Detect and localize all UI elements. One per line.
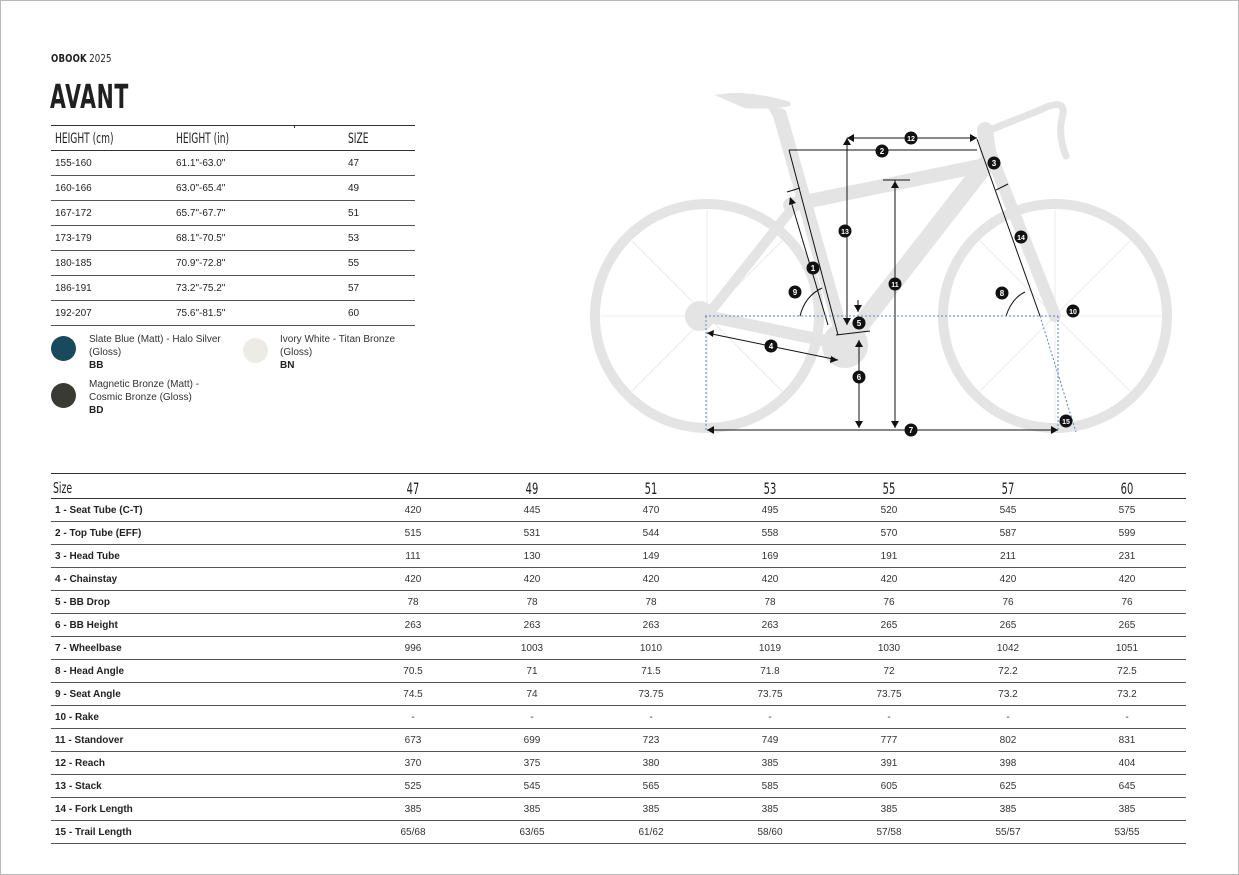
size-cell: 57: [348, 283, 360, 294]
size-column-header: 53: [763, 479, 777, 498]
size-table-row: [51, 251, 415, 276]
geometry-value: -: [530, 712, 534, 723]
geometry-value: 76: [1121, 597, 1133, 608]
geometry-value: 211: [1000, 551, 1016, 562]
geometry-value: 169: [761, 551, 779, 562]
geometry-value: 74.5: [403, 689, 423, 700]
size-column-header: 49: [525, 479, 539, 498]
geometry-row: [51, 591, 1186, 614]
geometry-value: 470: [642, 505, 660, 516]
size-table-row: [51, 176, 415, 201]
size-column-header: 60: [1120, 479, 1134, 498]
color-name: Ivory White - Titan Bronze: [280, 334, 396, 345]
brand-name: OBOOK: [51, 52, 87, 65]
geometry-value: 599: [1118, 528, 1136, 539]
geometry-row-label: 8 - Head Angle: [55, 666, 125, 677]
height-in-cell: 63.0"-65.4": [176, 183, 226, 194]
geometry-value: -: [649, 712, 653, 723]
geometry-value: 58/60: [757, 827, 783, 838]
height-cm-cell: 160-166: [55, 183, 92, 194]
geometry-value: 61/62: [638, 827, 664, 838]
size-table-row: [51, 151, 415, 176]
geometry-value: 74: [526, 689, 538, 700]
color-code: BB: [89, 360, 104, 371]
marker-number: 10: [1069, 309, 1077, 316]
size-table-row: [51, 226, 415, 251]
geometry-value: 265: [1118, 620, 1136, 631]
geometry-value: 545: [999, 505, 1017, 516]
marker-number: 11: [891, 282, 899, 289]
geometry-value: 385: [642, 804, 660, 815]
marker-7: [905, 424, 918, 437]
geometry-value: 575: [1118, 505, 1136, 516]
geometry-value: 265: [880, 620, 898, 631]
geometry-value: 263: [523, 620, 541, 631]
geometry-row: [51, 522, 1186, 545]
color-swatch: [51, 336, 76, 361]
geometry-value: 71: [526, 666, 538, 677]
geometry-value: 587: [999, 528, 1017, 539]
geometry-value: 263: [404, 620, 422, 631]
geometry-value: 76: [883, 597, 895, 608]
size-column-header: 55: [882, 479, 896, 498]
geometry-table: [51, 473, 1186, 844]
geometry-value: 558: [761, 528, 779, 539]
geometry-row: [51, 729, 1186, 752]
geometry-value: 73.2: [998, 689, 1018, 700]
geometry-value: 420: [1118, 574, 1136, 585]
geometry-value: 404: [1118, 758, 1136, 769]
geometry-row: [51, 775, 1186, 798]
geometry-value: 831: [1118, 735, 1136, 746]
marker-11: [889, 278, 902, 291]
geometry-value: 78: [764, 597, 776, 608]
marker-4: [765, 340, 778, 353]
geometry-value: 420: [880, 574, 898, 585]
size-table-row: [51, 301, 415, 326]
color-swatch: [243, 338, 268, 363]
geometry-value: 520: [880, 505, 898, 516]
geometry-value: 385: [1118, 804, 1136, 815]
geometry-value: 149: [642, 551, 660, 562]
geometry-value: 65/68: [400, 827, 426, 838]
geometry-value: 72.2: [998, 666, 1018, 677]
geometry-value: 673: [404, 735, 422, 746]
color-swatch: [51, 383, 76, 408]
size-table: [51, 125, 415, 326]
geometry-value: -: [1125, 712, 1129, 723]
marker-6: [853, 371, 866, 384]
geometry-row: [51, 660, 1186, 683]
size-table-row: [51, 276, 415, 301]
color-name: Slate Blue (Matt) - Halo Silver: [89, 334, 221, 345]
geometry-value: 545: [523, 781, 541, 792]
geometry-value: -: [887, 712, 891, 723]
geometry-row: [51, 637, 1186, 660]
geometry-value: 71.5: [641, 666, 661, 677]
geometry-row: [51, 614, 1186, 637]
geometry-value: 380: [642, 758, 660, 769]
geometry-row: [51, 499, 1186, 522]
marker-3: [988, 157, 1001, 170]
geometry-value: 420: [761, 574, 779, 585]
geometry-value: 565: [642, 781, 660, 792]
marker-number: 6: [856, 373, 862, 382]
size-column-header: 51: [644, 479, 658, 498]
geometry-value: 802: [999, 735, 1017, 746]
geometry-value: 531: [523, 528, 541, 539]
marker-8: [996, 287, 1009, 300]
geometry-value: 78: [407, 597, 419, 608]
geometry-value: 385: [761, 758, 779, 769]
marker-12: [905, 132, 918, 145]
height-cm-cell: 180-185: [55, 258, 92, 269]
geometry-value: 191: [880, 551, 898, 562]
geometry-row-label: 1 - Seat Tube (C-T): [55, 505, 143, 516]
color-finish: (Gloss): [89, 346, 122, 358]
brand-year: 2025: [89, 52, 112, 65]
marker-10: [1067, 305, 1080, 318]
geometry-value: 749: [761, 735, 779, 746]
geometry-value: 723: [642, 735, 660, 746]
geometry-row-label: 6 - BB Height: [55, 620, 118, 631]
marker-number: 8: [999, 289, 1005, 298]
geometry-row: [51, 545, 1186, 568]
marker-number: 1: [810, 264, 816, 273]
geometry-row-label: 14 - Fork Length: [55, 804, 133, 815]
geometry-row: [51, 752, 1186, 775]
marker-number: 9: [792, 288, 798, 297]
geometry-value: 55/57: [995, 827, 1021, 838]
header-height-cm: HEIGHT (cm): [55, 131, 114, 147]
header-height-in: HEIGHT (in): [176, 131, 230, 147]
geometry-value: 78: [645, 597, 657, 608]
color-code: BN: [280, 360, 295, 371]
size-header-label: Size: [53, 479, 73, 497]
height-in-cell: 73.2"-75.2": [176, 283, 226, 294]
size-table-header: [51, 125, 415, 151]
geometry-value: 1030: [877, 643, 901, 654]
size-cell: 47: [348, 158, 360, 169]
height-in-cell: 70.9"-72.8": [176, 258, 226, 269]
height-in-cell: 65.7"-67.7": [176, 208, 226, 219]
geometry-diagram: [580, 80, 1190, 445]
marker-number: 15: [1062, 419, 1070, 426]
geometry-value: 263: [761, 620, 779, 631]
geometry-value: 265: [999, 620, 1017, 631]
geometry-value: 645: [1118, 781, 1136, 792]
geometry-value: 625: [999, 781, 1017, 792]
marker-14: [1015, 231, 1028, 244]
geometry-value: 585: [761, 781, 779, 792]
geometry-value: 445: [523, 505, 541, 516]
geometry-value: -: [768, 712, 772, 723]
color-code: BD: [89, 405, 104, 416]
geometry-value: 72: [883, 666, 895, 677]
marker-9: [789, 286, 802, 299]
size-table-row: [51, 201, 415, 226]
geometry-row-label: 4 - Chainstay: [55, 574, 118, 585]
geometry-value: 525: [404, 781, 422, 792]
model-title: AVANT: [50, 77, 129, 116]
geometry-row-label: 5 - BB Drop: [55, 597, 110, 608]
color-name: Magnetic Bronze (Matt) -: [89, 379, 200, 390]
geometry-value: 375: [523, 758, 541, 769]
marker-number: 13: [841, 229, 849, 236]
size-column-header: 57: [1001, 479, 1015, 498]
geometry-table-header: [51, 473, 1186, 499]
height-cm-cell: 155-160: [55, 158, 92, 169]
marker-5: [853, 317, 866, 330]
geometry-value: 398: [999, 758, 1017, 769]
geometry-value: 996: [404, 643, 422, 654]
geometry-value: 570: [880, 528, 898, 539]
geometry-row-label: 11 - Standover: [55, 735, 124, 746]
geometry-value: 53/55: [1114, 827, 1140, 838]
geometry-value: 699: [523, 735, 541, 746]
marker-number: 12: [907, 136, 915, 143]
geometry-table-body: [51, 499, 1186, 844]
geometry-value: 1042: [996, 643, 1020, 654]
geometry-value: 73.2: [1117, 689, 1137, 700]
height-cm-cell: 167-172: [55, 208, 92, 219]
geometry-row: [51, 798, 1186, 821]
marker-number: 3: [991, 159, 997, 168]
geometry-value: -: [1006, 712, 1010, 723]
brand-line: [51, 52, 112, 65]
size-cell: 55: [348, 258, 360, 269]
geometry-value: 63/65: [519, 827, 545, 838]
geometry-value: 515: [404, 528, 422, 539]
geometry-value: 420: [642, 574, 660, 585]
marker-number: 2: [879, 147, 885, 156]
geometry-value: 385: [523, 804, 541, 815]
size-cell: 51: [348, 208, 360, 219]
marker-13: [839, 225, 852, 238]
geometry-value: 70.5: [403, 666, 423, 677]
geometry-value: 385: [880, 804, 898, 815]
marker-number: 4: [768, 342, 774, 351]
marker-1: [807, 262, 820, 275]
geometry-value: 420: [999, 574, 1017, 585]
size-cell: 53: [348, 233, 360, 244]
color-finish: Cosmic Bronze (Gloss): [89, 391, 192, 403]
marker-2: [876, 145, 889, 158]
geometry-value: 1010: [639, 643, 663, 654]
geometry-value: 420: [523, 574, 541, 585]
geometry-value: 385: [999, 804, 1017, 815]
geometry-row-label: 9 - Seat Angle: [55, 689, 121, 700]
geometry-value: -: [411, 712, 415, 723]
height-cm-cell: 186-191: [55, 283, 92, 294]
geometry-row-label: 15 - Trail Length: [55, 827, 132, 838]
geometry-value: 263: [642, 620, 660, 631]
height-in-cell: 61.1"-63.0": [176, 158, 226, 169]
geometry-row: [51, 821, 1186, 844]
geometry-value: 391: [880, 758, 898, 769]
geometry-value: 73.75: [757, 689, 783, 700]
geometry-row: [51, 706, 1186, 729]
geometry-row-label: 13 - Stack: [55, 781, 102, 792]
height-in-cell: 68.1"-70.5": [176, 233, 226, 244]
geometry-value: 605: [880, 781, 898, 792]
geometry-row-label: 2 - Top Tube (EFF): [55, 528, 142, 539]
geometry-value: 385: [404, 804, 422, 815]
geometry-value: 420: [404, 574, 422, 585]
geometry-value: 1019: [758, 643, 782, 654]
geometry-row-label: 12 - Reach: [55, 758, 106, 769]
geometry-row-label: 3 - Head Tube: [55, 551, 120, 562]
header-size: SIZE: [348, 131, 369, 147]
geometry-value: 385: [761, 804, 779, 815]
marker-number: 14: [1017, 235, 1025, 242]
geometry-value: 370: [404, 758, 422, 769]
size-column-header: 47: [406, 479, 420, 498]
height-cm-cell: 173-179: [55, 233, 92, 244]
geometry-value: 111: [405, 551, 421, 562]
size-cell: 49: [348, 183, 360, 194]
geometry-value: 76: [1002, 597, 1014, 608]
geometry-value: 72.5: [1117, 666, 1137, 677]
geometry-value: 495: [761, 505, 779, 516]
geometry-value: 130: [523, 551, 541, 562]
geometry-value: 73.75: [876, 689, 902, 700]
height-in-cell: 75.6"-81.5": [176, 308, 226, 319]
geometry-row: [51, 683, 1186, 706]
geometry-row-label: 10 - Rake: [55, 712, 99, 723]
marker-15: [1060, 415, 1073, 428]
geometry-value: 544: [642, 528, 660, 539]
geometry-value: 420: [404, 505, 422, 516]
size-cell: 60: [348, 308, 360, 319]
color-finish: (Gloss): [280, 346, 313, 358]
geometry-value: 1003: [520, 643, 544, 654]
height-cm-cell: 192-207: [55, 308, 92, 319]
marker-number: 5: [856, 319, 862, 328]
geometry-row-label: 7 - Wheelbase: [55, 643, 122, 654]
size-table-body: [51, 151, 415, 326]
header-divider: [294, 126, 295, 128]
geometry-value: 231: [1118, 551, 1136, 562]
geometry-value: 777: [880, 735, 898, 746]
geometry-value: 57/58: [876, 827, 902, 838]
geometry-value: 73.75: [638, 689, 664, 700]
geometry-value: 71.8: [760, 666, 780, 677]
geometry-row: [51, 568, 1186, 591]
marker-number: 7: [908, 426, 914, 435]
geometry-value: 1051: [1115, 643, 1139, 654]
geometry-value: 78: [526, 597, 538, 608]
